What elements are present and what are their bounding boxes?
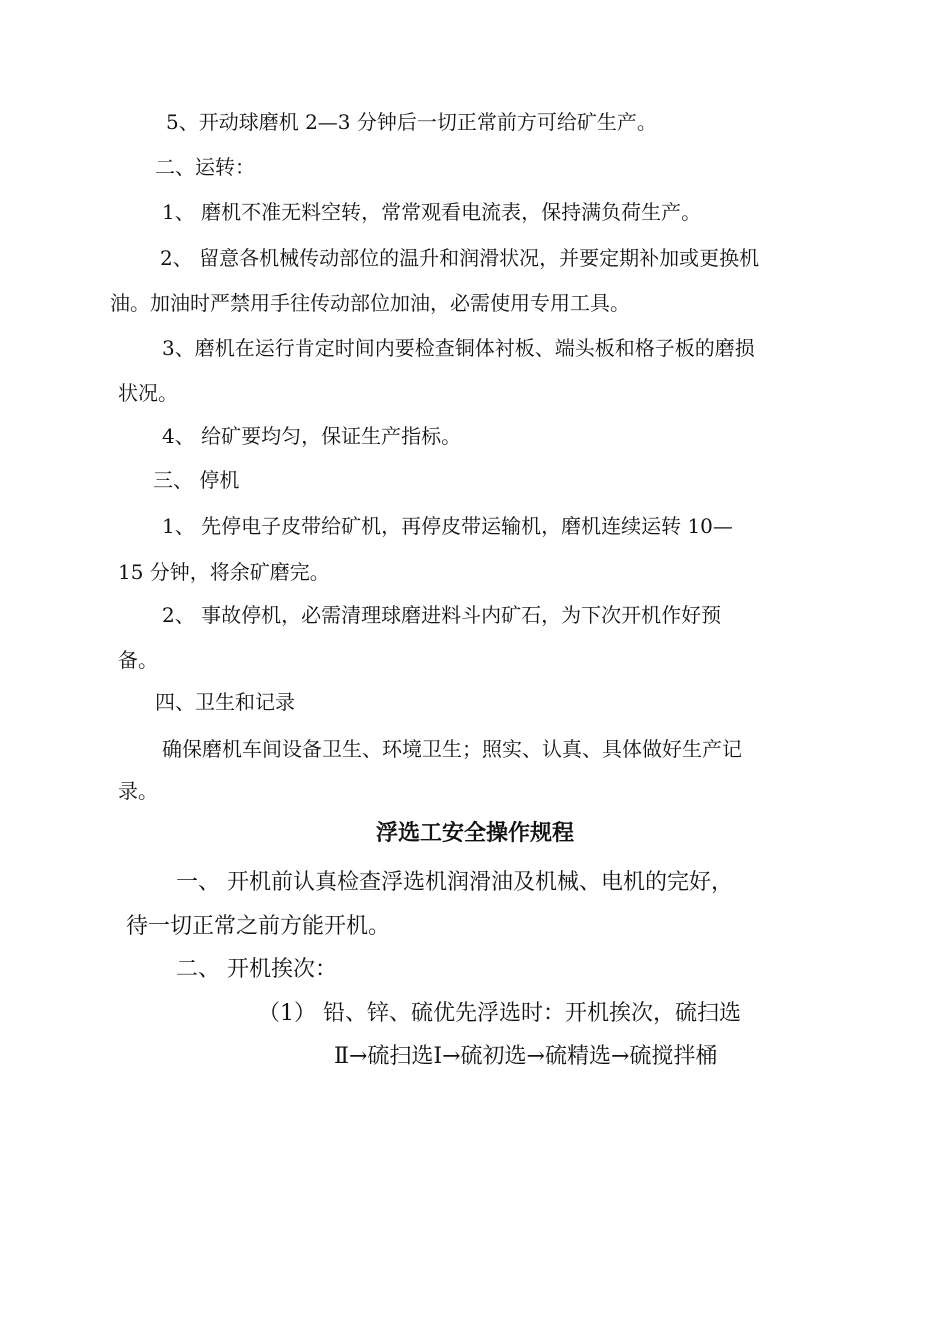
section-heading: 四、卫生和记录 xyxy=(155,690,295,714)
text-line: Ⅱ→硫扫选Ⅰ→硫初选→硫精选→硫搅拌桶 xyxy=(334,1044,718,1069)
text-line: （1） 铅、锌、硫优先浮选时：开机挨次，硫扫选 xyxy=(258,1001,741,1026)
text-line: 5、开动球磨机 2—3 分钟后一切正常前方可给矿生产。 xyxy=(166,110,657,134)
text-line: 备。 xyxy=(118,648,158,672)
section-heading: 二、 开机挨次： xyxy=(176,957,337,982)
text-line: 1、 磨机不准无料空转，常常观看电流表，保持满负荷生产。 xyxy=(162,200,702,224)
text-line: 2、 留意各机械传动部位的温升和润滑状况，并要定期补加或更换机 xyxy=(160,246,760,270)
text-line: 4、 给矿要均匀，保证生产指标。 xyxy=(162,424,462,448)
text-line: 15 分钟，将余矿磨完。 xyxy=(118,560,330,584)
section-heading: 三、 停机 xyxy=(153,468,240,492)
text-line: 油。加油时严禁用手往传动部位加油，必需使用专用工具。 xyxy=(110,291,630,315)
text-line: 待一切正常之前方能开机。 xyxy=(126,914,391,939)
section-heading: 二、运转： xyxy=(155,155,255,179)
text-line: 2、 事故停机，必需清理球磨进料斗内矿石，为下次开机作好预 xyxy=(162,603,722,627)
text-line: 状况。 xyxy=(118,381,178,405)
text-line: 确保磨机车间设备卫生、环境卫生；照实、认真、具体做好生产记 xyxy=(162,737,742,761)
section-title: 浮选工安全操作规程 xyxy=(375,821,574,846)
text-line: 一、 开机前认真检查浮选机润滑油及机械、电机的完好， xyxy=(176,870,733,895)
text-line: 3、磨机在运行肯定时间内要检查铜体衬板、端头板和格子板的磨损 xyxy=(162,336,755,360)
text-line: 1、 先停电子皮带给矿机，再停皮带运输机，磨机连续运转 10— xyxy=(162,514,733,538)
text-line: 录。 xyxy=(118,779,158,803)
